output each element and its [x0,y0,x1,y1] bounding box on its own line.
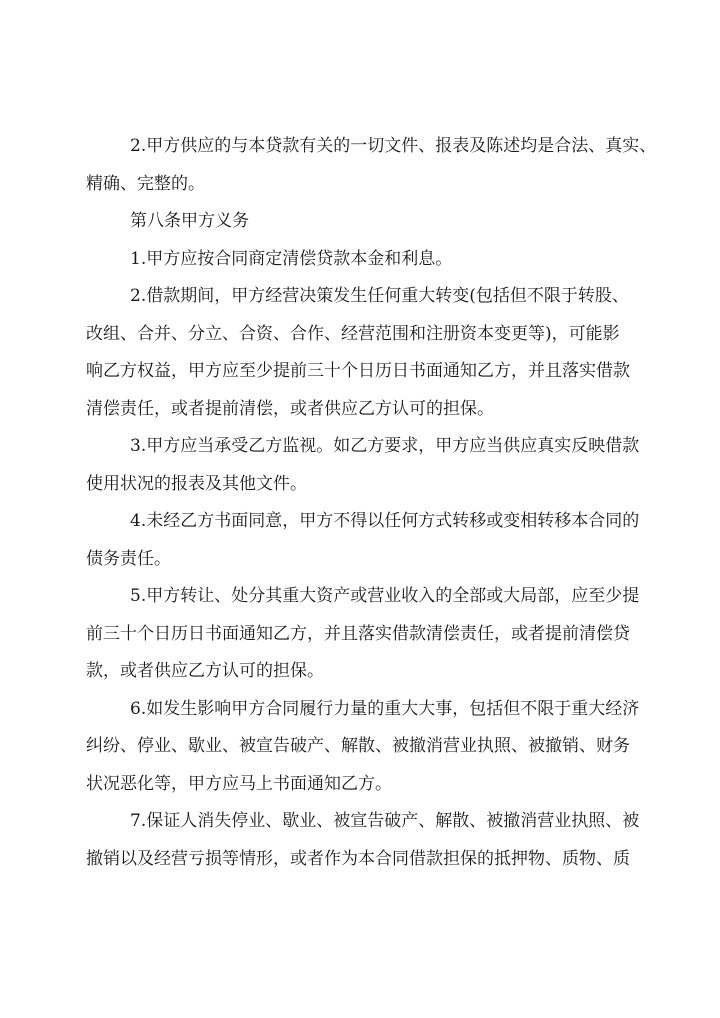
text-line: 状况恶化等，甲方应马上书面通知乙方。 [86,773,392,794]
text-line: 前三十个日历日书面通知乙方，并且落实借款清偿责任，或者提前清偿贷 [86,623,630,644]
text-line: 6.如发生影响甲方合同履行力量的重大大事，包括但不限于重大经济 [130,698,640,719]
text-line: 精确、完整的。 [86,173,205,194]
text-line: 改组、合并、分立、合资、合作、经营范围和注册资本变更等)，可能影 [86,323,620,344]
text-line: 5.甲方转让、处分其重大资产或营业收入的全部或大局部，应至少提 [130,586,640,606]
text-line: 7.保证人消失停业、歇业、被宣告破产、解散、被撤消营业执照、被 [130,811,640,831]
text-line: 款，或者供应乙方认可的担保。 [86,661,324,681]
text-line: 4.未经乙方书面同意，甲方不得以任何方式转移或变相转移本合同的 [130,511,640,531]
text-line: 2.借款期间，甲方经营决策发生任何重大转变(包括但不限于转股、 [130,286,629,306]
text-line: 撤销以及经营亏损等情形，或者作为本合同借款担保的抵押物、质物、质 [86,848,630,869]
text-line: 纠纷、停业、歇业、被宣告破产、解散、被撤消营业执照、被撤销、财务 [86,736,630,756]
text-line: 债务责任。 [86,548,171,569]
text-line: 1.甲方应按合同商定清偿贷款本金和利息。 [130,248,453,269]
section-heading: 第八条甲方义务 [130,211,249,231]
text-line: 3.甲方应当承受乙方监视。如乙方要求，甲方应当供应真实反映借款 [130,436,640,456]
text-line: 2.甲方供应的与本贷款有关的一切文件、报表及陈述均是合法、真实、 [130,136,657,156]
document-body [86,128,657,878]
text-line: 使用状况的报表及其他文件。 [86,473,307,494]
text-line: 响乙方权益，甲方应至少提前三十个日历日书面通知乙方，并且落实借款 [86,361,630,381]
text-line: 清偿责任，或者提前清偿，或者供应乙方认可的担保。 [86,398,494,419]
